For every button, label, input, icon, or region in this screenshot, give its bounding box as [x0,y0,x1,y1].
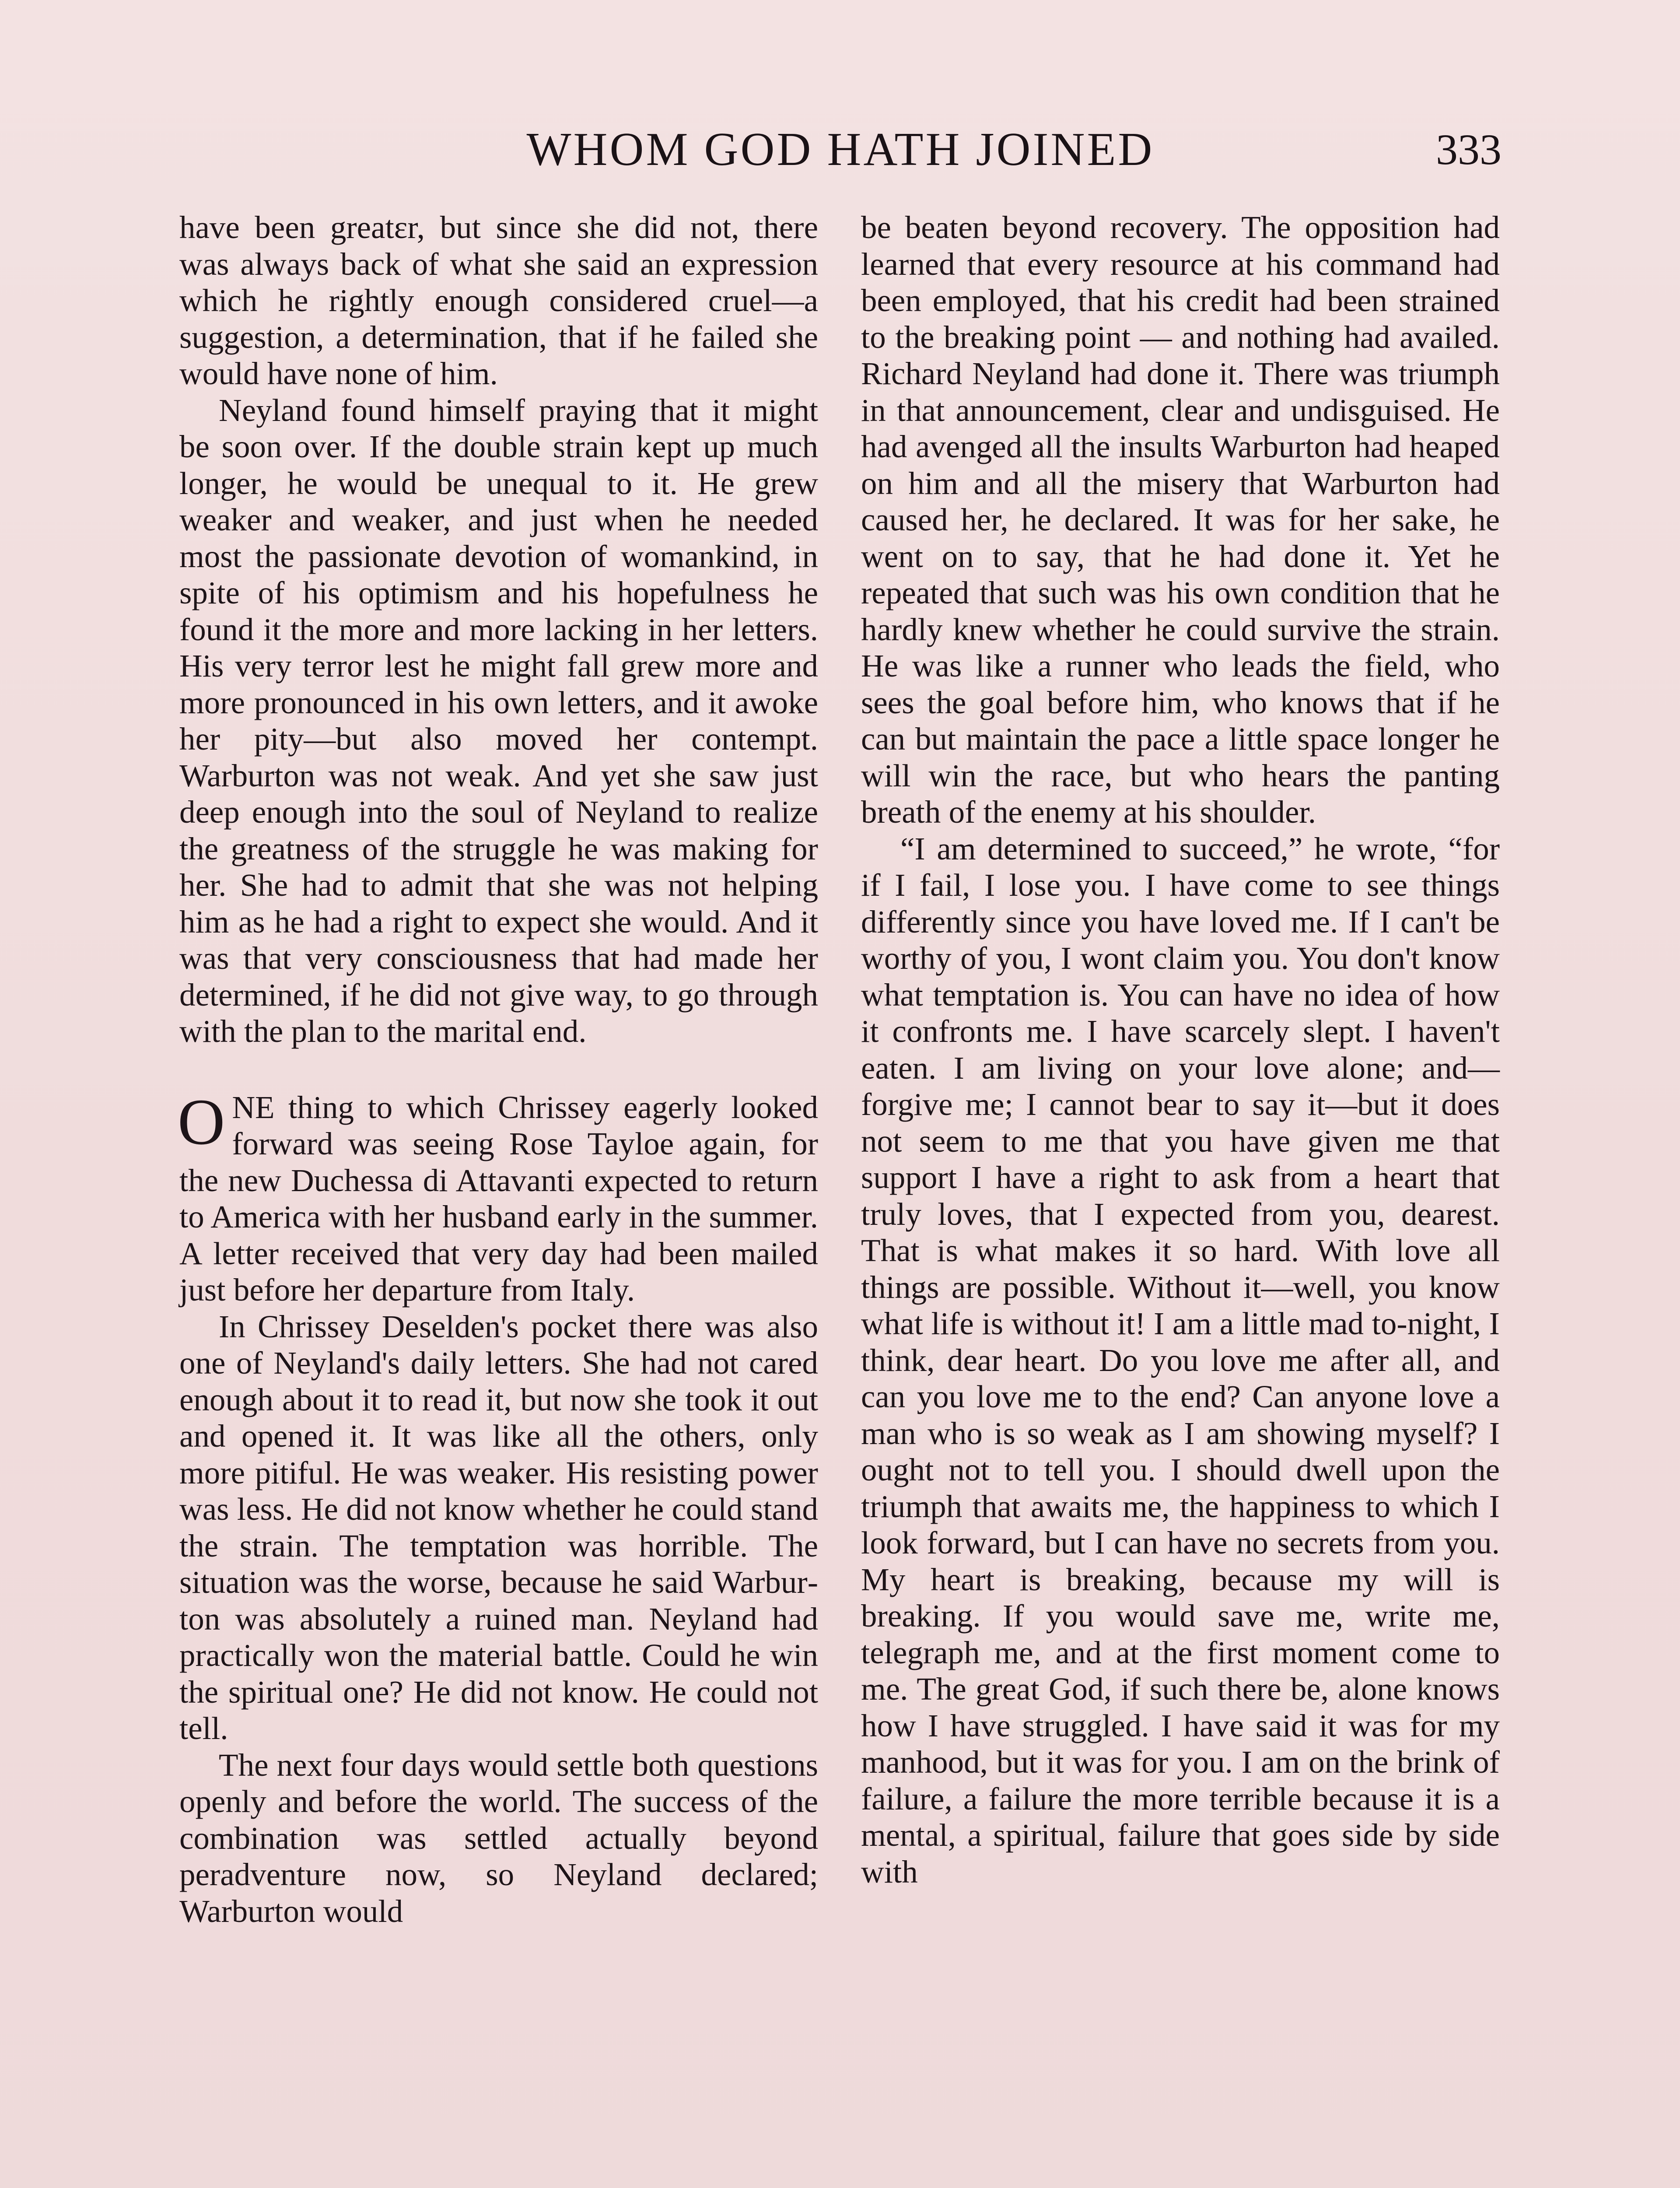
running-title: WHOM GOD HATH JOINED [526,123,1155,175]
right-column [861,209,1500,1890]
left-paragraph-5: The next four days would settle both questions openly and before the world. The success of the combination was settled actually beyond peradventure now, so Neyland declared; Warburton would [179,1747,818,1929]
left-column [179,209,818,1929]
left-paragraph-4: In Chrissey Deselden's pocket there was also one of Neyland's daily letters. She had not cared enough about it to read it, but now she took it out and opened it. It was like all the others, only more pitiful. He was weaker. His resisting power was less. He did not know whether he could stand the strain. The temptation was horrible. The situation was the worse, because he said Warburton was absolutely a ruined man. Neyland had practically won the material battle. Could he win the spiritual one? He did not know. He could not tell. [179,1308,818,1746]
left-paragraph-1: have been greatεr, but since she did not, there was always back of what she said an expression which he rightly enough considered cruel—a suggestion, a determination, that if he failed she would have none of him. [179,210,818,391]
right-paragraph-2: “I am determined to succeed,” he wrote, “for if I fail, I lose you. I have come to see things differently since you have loved me. If I can't be worthy of you, I wont claim you. You don't know what temptation is. You can have no idea of how it confronts me. I have scarcely slept. I haven't eaten. I am living on your love alone; and—forgive me; I cannot bear to say it—but it does not seem to me that you have given me that support I have a right to ask from a heart that truly loves, that I expected from you, dearest. That is what makes it so hard. With love all things are possible. Without it—well, you know what life is without it! I am a little mad to-night, I think, dear heart. Do you love me after all, and can you love me to the end? Can anyone love a man who is so weak as I am showing myself? I ought not to tell you. I should dwell upon the triumph that awaits me, the happiness to which I look forward, but I can have no secrets from you. My heart is breaking, because my will is breaking. If you would save me, write me, telegraph me, and at the first moment come to me. The great God, if such there be, alone knows how I have struggled. I have said it was for my manhood, but it was for you. I am on the brink of failure, a failure the more terrible because it is a mental, a spiritual, failure that goes side by side with [861,831,1500,1890]
left-paragraph-2: Neyland found himself praying that it might be soon over. If the double strain kept up much longer, he would be unequal to it. He grew weaker and weaker, and just when he needed most the passionate devotion of womankind, in spite of his optimism and his hopefulness he found it the more and more lacking in her letters. His very terror lest he might fall grew more and more pronounced in his own letters, and it awoke her pity—but also moved her contempt. Warburton was not weak. And yet she saw just deep enough into the soul of Neyland to realize the greatness of the struggle he was making for her. She had to admit that she was not helping him as he had a right to expect she would. And it was that very consciousness that had made her determined, if he did not give way, to go through with the plan to the marital end. [179,392,818,1049]
page-number: 333 [1436,125,1502,174]
left-paragraph-3-text: NE thing to which Chrissey eagerly looked forward was seeing Rose Tayloe again, for the new Duchessa di Attavanti expected to return to America with her husband early in the summer. A letter received that very day had been mailed just before her departure from Italy. [179,1089,818,1308]
left-paragraph-3 [178,1085,818,1308]
drop-cap: O [178,1085,225,1158]
page-header [179,115,1502,180]
right-paragraph-1: be beaten beyond recovery. The opposition had learned that every resource at his command had been employed, that his credit had been strained to the breaking point — and nothing had availed. Richard Neyland had done it. There was triumph in that announcement, clear and undisguised. He had avenged all the insults Warburton had heaped on him and all the misery that Warburton had caused her, he declared. It was for her sake, he went on to say, that he had done it. Yet he repeated that such was his own condition that he hardly knew whether he could survive the strain. He was like a runner who leads the field, who sees the goal before him, who knows that if he can but maintain the pace a little space longer he will win the race, but who hears the panting breath of the enemy at his shoulder. [861,210,1500,830]
